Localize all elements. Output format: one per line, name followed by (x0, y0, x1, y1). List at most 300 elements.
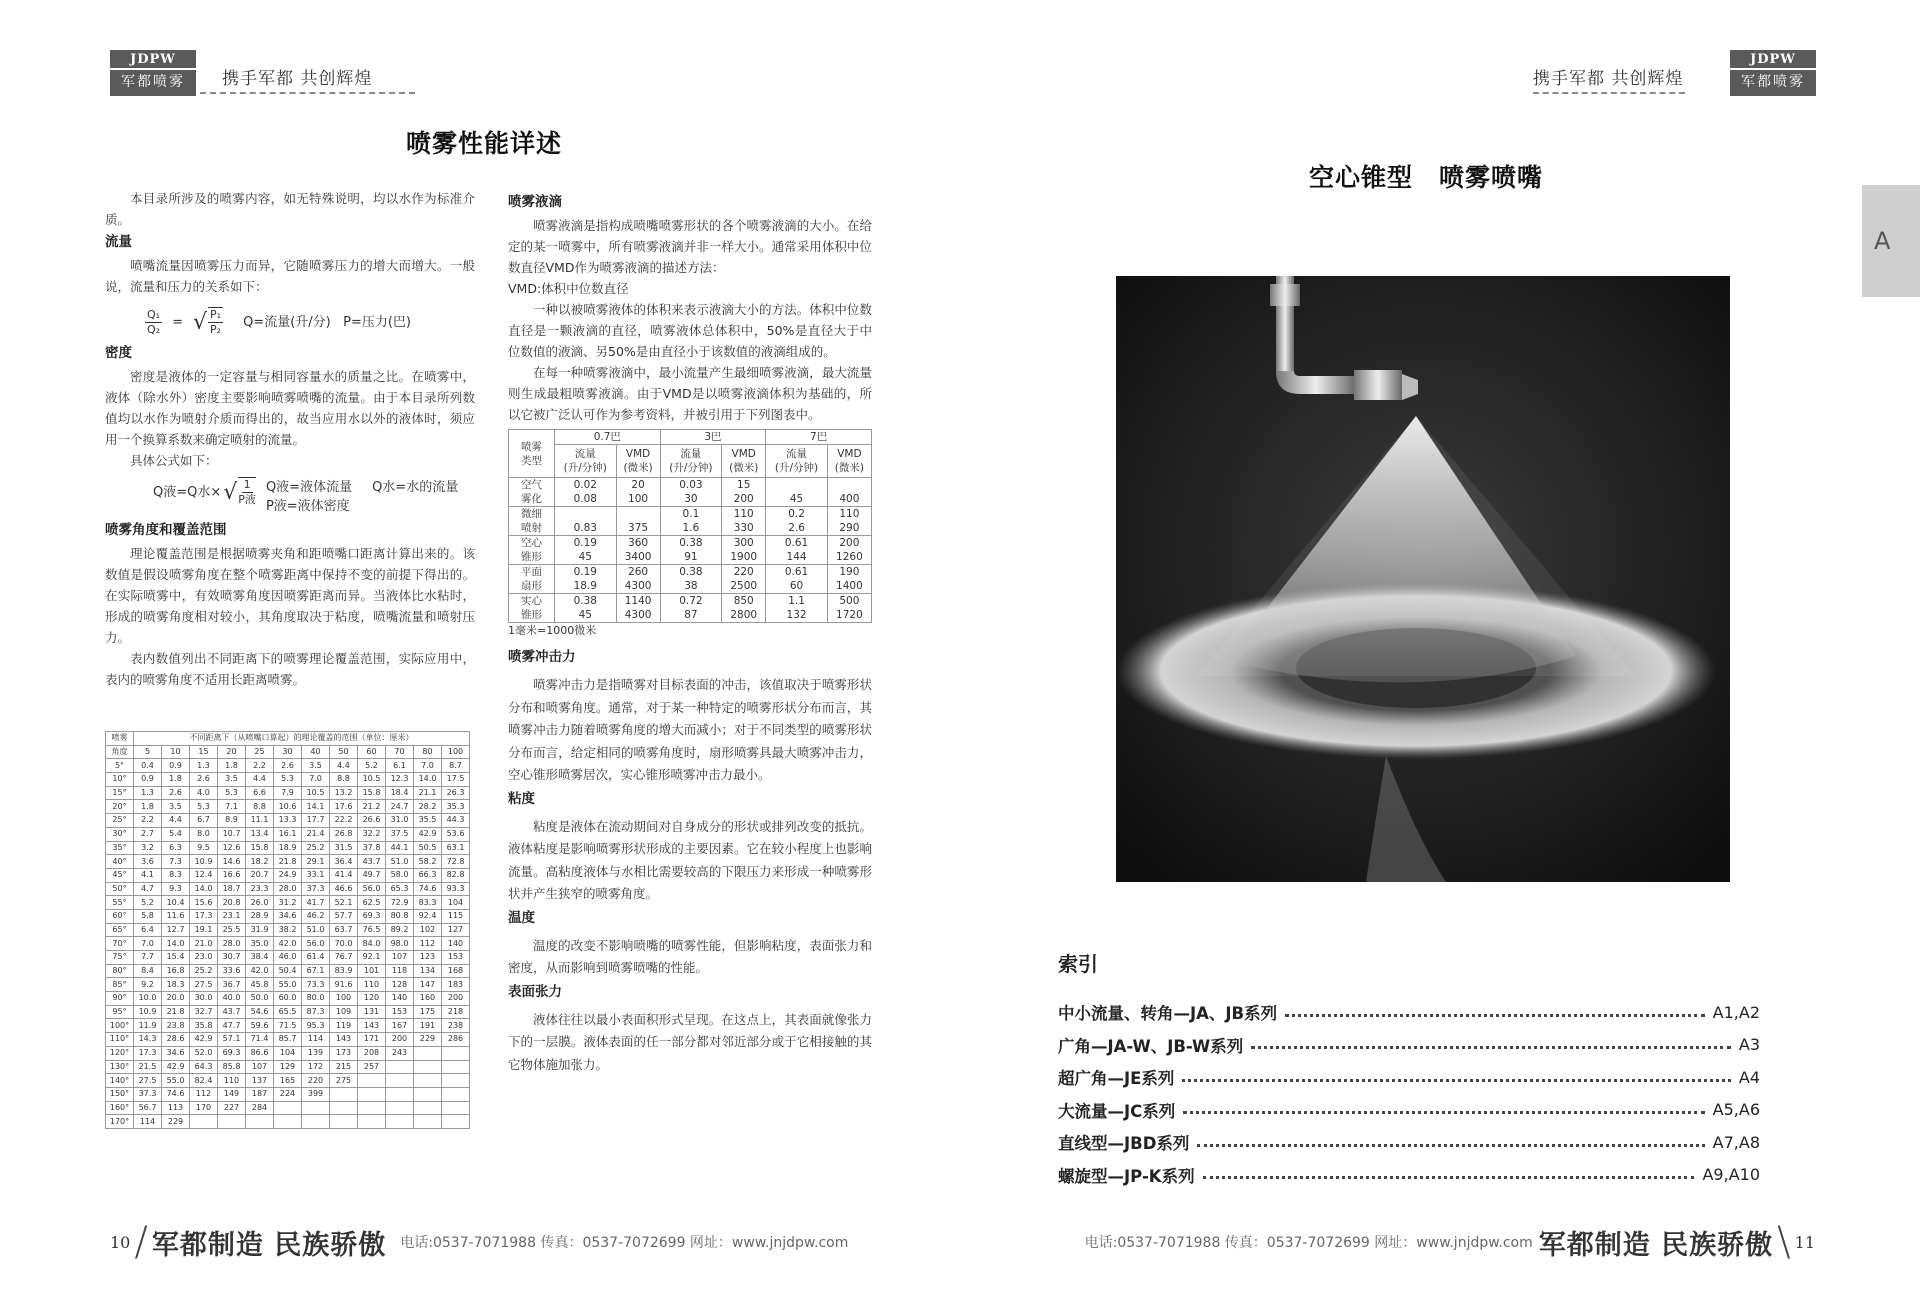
table-cell: 85.7 (274, 1033, 302, 1047)
right-page (960, 0, 1920, 1311)
table-cell: 5° (106, 759, 134, 773)
table-cell: 15.4 (162, 951, 190, 965)
coverage-caption: 不同距离下（从喷嘴口算起）的理论覆盖的范围（单位：厘米） (134, 732, 470, 746)
table-cell: 18.9 (555, 579, 617, 594)
left-footer: 10 / 军都制造 民族骄傲 电话:0537-7071988 传真：0537-7072699 网址：www.jnjdpw.com (110, 1219, 849, 1265)
table-cell: 18.2 (246, 855, 274, 869)
table-cell: 49.7 (358, 868, 386, 882)
table-cell: 13.3 (274, 814, 302, 828)
temperature-paragraph: 温度的改变不影响喷嘴的喷雾性能，但影响粘度，表面张力和密度，从而影响到喷雾喷嘴的性能。 (508, 937, 872, 975)
table-cell: 25° (106, 814, 134, 828)
table-cell: 72.8 (442, 855, 470, 869)
distance-header: 10 (162, 745, 190, 759)
table-cell: 10.9 (134, 1005, 162, 1019)
table-cell: 2.6 (274, 759, 302, 773)
table-row (509, 492, 872, 507)
table-cell: 28.9 (246, 909, 274, 923)
table-cell: 110 (827, 507, 871, 522)
table-cell: 86.6 (246, 1046, 274, 1060)
table-cell: 134 (414, 964, 442, 978)
table-row (106, 868, 470, 882)
table-cell: 110 (218, 1074, 246, 1088)
table-cell: 2.2 (134, 814, 162, 828)
table-cell: 5.3 (274, 773, 302, 787)
table-cell (386, 1115, 414, 1129)
table-cell: 30° (106, 827, 134, 841)
table-cell: 30.0 (190, 992, 218, 1006)
table-row (509, 579, 872, 594)
distance-header: 100 (442, 745, 470, 759)
table-cell: 33.1 (302, 868, 330, 882)
leader-dots (1197, 1144, 1704, 1147)
table-cell: 229 (414, 1033, 442, 1047)
table-cell: 80.8 (386, 909, 414, 923)
table-cell: 14.0 (190, 882, 218, 896)
table-cell: 0.72 (660, 594, 722, 609)
table-cell: 7.1 (218, 800, 246, 814)
table-cell: 42.0 (246, 964, 274, 978)
table-cell: 140 (386, 992, 414, 1006)
table-cell: 191 (414, 1019, 442, 1033)
leader-dots (1251, 1046, 1731, 1049)
droplet-paragraph-2: 一种以被喷雾液体的体积来表示液滴大小的方法。体积中位数直径是一颗液滴的直径，喷雾液体总体积中，50%是直径大于中位数值的液滴、另50%是由直径小于该数值的液滴组成的。 (508, 302, 872, 359)
table-cell: 25.5 (218, 923, 246, 937)
table-cell: 132 (766, 608, 828, 623)
table-cell: 2.6 (162, 786, 190, 800)
page-title: 喷雾性能详述 (406, 129, 563, 158)
table-cell: 284 (246, 1101, 274, 1115)
table-cell: 30 (660, 492, 722, 507)
table-cell (246, 1115, 274, 1129)
table-cell: 52.0 (190, 1046, 218, 1060)
table-cell: 100° (106, 1019, 134, 1033)
table-row (106, 1087, 470, 1101)
table-cell: 112 (414, 937, 442, 951)
index-label: 广角—JA-W、JB-W系列 (1058, 1036, 1244, 1056)
table-cell: 92.1 (358, 951, 386, 965)
table-cell: 75° (106, 951, 134, 965)
table-cell: 21.2 (358, 800, 386, 814)
table-cell: 0.38 (555, 594, 617, 609)
index-title: 索引 (1058, 952, 1098, 976)
leader-dots (1183, 1111, 1704, 1114)
table-cell: 15.6 (190, 896, 218, 910)
table-cell (414, 1087, 442, 1101)
table-cell: 8.3 (162, 868, 190, 882)
table-cell: 66.3 (414, 868, 442, 882)
table-cell: 76.7 (330, 951, 358, 965)
table-cell: 2500 (722, 579, 766, 594)
table-cell: 215 (330, 1060, 358, 1074)
table-cell: 0.03 (660, 478, 722, 493)
table-cell: 375 (616, 521, 660, 536)
index-entry[interactable] (1058, 1130, 1760, 1154)
table-cell: 257 (358, 1060, 386, 1074)
table-cell: 35.5 (414, 814, 442, 828)
footer-contact: 电话:0537-7071988 传真：0537-7072699 网址：www.jnjdpw.com (1084, 1235, 1533, 1251)
table-cell (414, 1101, 442, 1115)
table-row (106, 909, 470, 923)
table-cell: 26.6 (358, 814, 386, 828)
table-cell: 82.4 (190, 1074, 218, 1088)
table-cell: 42.9 (190, 1033, 218, 1047)
table-cell: 3.5 (162, 800, 190, 814)
table-cell (414, 1115, 442, 1129)
table-cell: 153 (442, 951, 470, 965)
table-cell: 6.3 (162, 841, 190, 855)
table-cell: 35.0 (246, 937, 274, 951)
table-cell: 87 (660, 608, 722, 623)
table-cell: 70.0 (330, 937, 358, 951)
table-cell: 2.6 (190, 773, 218, 787)
table-cell: 37.8 (358, 841, 386, 855)
table-cell: 1.6 (660, 521, 722, 536)
table-cell: 8.8 (330, 773, 358, 787)
table-cell: 38.4 (246, 951, 274, 965)
density-formula: Q液=Q水× √ $\frac{1}{\text{P液}}$ Q液=液体流量 Q水=水的流量 P液=液体密度 (153, 478, 459, 514)
table-cell: 11.9 (134, 1019, 162, 1033)
table-cell: 17.5 (442, 773, 470, 787)
table-cell: 43.7 (358, 855, 386, 869)
table-cell: 71.4 (246, 1033, 274, 1047)
table-cell: 21.1 (414, 786, 442, 800)
table-cell: 44.1 (386, 841, 414, 855)
table-cell: 16.6 (218, 868, 246, 882)
table-cell: 0.61 (766, 536, 828, 551)
table-cell: 95.3 (302, 1019, 330, 1033)
table-cell: 115 (442, 909, 470, 923)
table-cell: 149 (218, 1087, 246, 1101)
table-cell: 290 (827, 521, 871, 536)
table-cell (358, 1101, 386, 1115)
table-cell: 55.0 (274, 978, 302, 992)
table-cell: 38.2 (274, 923, 302, 937)
table-cell: 85.8 (218, 1060, 246, 1074)
index-entry[interactable] (1058, 1098, 1760, 1122)
table-cell: 10.9 (190, 855, 218, 869)
table-cell: 36.4 (330, 855, 358, 869)
spray-type-cell: 扇形 (509, 579, 555, 594)
table-cell: 183 (442, 978, 470, 992)
distance-header: 20 (218, 745, 246, 759)
table-cell: 45 (555, 608, 617, 623)
logo-bottom: 军都喷雾 (1741, 74, 1805, 90)
index-entry[interactable] (1058, 1000, 1760, 1024)
table-cell: 286 (442, 1033, 470, 1047)
table-cell: 0.02 (555, 478, 617, 493)
table-cell: 26.0 (246, 896, 274, 910)
table-cell: 59.6 (246, 1019, 274, 1033)
table-cell: 114 (302, 1033, 330, 1047)
temperature-heading: 温度 (508, 909, 535, 926)
table-cell: 63.7 (330, 923, 358, 937)
table-cell: 50.5 (414, 841, 442, 855)
table-cell: 4.7 (134, 882, 162, 896)
table-cell: 65.5 (274, 1005, 302, 1019)
table-row (106, 814, 470, 828)
table-cell: 110° (106, 1033, 134, 1047)
table-cell: 15 (722, 478, 766, 493)
table-cell: 7.0 (414, 759, 442, 773)
table-cell: 45 (555, 550, 617, 565)
table-cell: 0.19 (555, 536, 617, 551)
spray-type-cell: 空心 (509, 536, 555, 551)
table-cell: 14.3 (134, 1033, 162, 1047)
table-row (106, 1033, 470, 1047)
density-heading: 密度 (105, 345, 132, 361)
table-cell: 35.3 (442, 800, 470, 814)
table-cell: 34.6 (162, 1046, 190, 1060)
table-cell: 98.0 (386, 937, 414, 951)
table-cell: 1.8 (134, 800, 162, 814)
coverage-table: 喷雾 不同距离下（从喷嘴口算起）的理论覆盖的范围（单位：厘米） 角度 5 10 15 20 25 30 40 50 60 70 80 100 5° 0.4 0.9 1.3 1.8 2.2 2.6 3.5 4.4 5.2 6.1 7.0 8.7 10° 0.9 1.8 2.6 3.5 4.4 5.3 7.0 8.8 10.5 12.3 14.0 17.5 15° 1.3 2.6 4.0 5.3 6.6 7.9 10.5 13.2 15.8 18.4 21.1 26.3 20° 1.8 3.5 5.3 7.1 8.8 10.6 14.1 17.6 21.2 24.7 28.2 35.3 25° 2.2 4.4 6.7 8.9 11.1 13.3 17.7 22.2 26.6 31.0 35.5 44.3 30° 2.7 5.4 8.0 10.7 13.4 16.1 21.4 26.8 32.2 37.5 42.9 53.6 35° 3.2 6.3 9.5 12.6 15.8 18.9 25.2 31.5 37.8 44.1 50.5 63.1 40° 3.6 7.3 10.9 14.6 18.2 21.8 29.1 36.4 43.7 51.0 58.2 72.8 45° 4.1 8.3 12.4 16.6 20.7 24.9 33.1 41.4 49.7 58.0 66.3 82.8 50° 4.7 9.3 14.0 18.7 23.3 28.0 37.3 46.6 56.0 65.3 74.6 93.3 55° 5.2 10.4 15.6 20.8 26.0 31.2 41.7 52.1 62.5 72.9 83.3 104 60° 5.8 11.6 17.3 23.1 28.9 34.6 46.2 57.7 69.3 80.8 92.4 115 65° 6.4 12.7 19.1 25.5 31.9 38.2 51.0 63.7 76.5 89.2 102 127 70° 7.0 14.0 21.0 28.0 35.0 42.0 56.0 70.0 84.0 98.0 112 140 75° 7.7 15.4 23.0 30.7 38.4 46.0 61.4 76.7 92.1 107 123 153 80° 8.4 16.8 25.2 33.6 42.0 50.4 67.1 83.9 101 118 134 168 85° 9.2 18.3 27.5 36.7 45.8 55.0 73.3 91.6 110 128 147 183 90° 10.0 20.0 30.0 40.0 50.0 60.0 80.0 100 120 140 160 200 95° 10.9 21.8 32.7 43.7 54.6 65.5 87.3 109 131 153 175 218 100° 11.9 23.8 35.8 47.7 59.6 71.5 95.3 119 143 167 191 238 110° 14.3 28.6 42.9 57.1 71.4 85.7 114 143 171 200 229 286 120° 17.3 34.6 52.0 69.3 86.6 104 139 173 208 243 130° 21.5 42.9 64.3 85.8 107 129 172 215 257 140° 27.5 55.0 82.4 110 137 165 220 275 150° 37.3 74.6 112 149 187 224 399 160° 56.7 113 170 227 284 170° 114 229 (105, 731, 470, 1129)
table-cell: 0.19 (555, 565, 617, 580)
table-cell: 10.5 (358, 773, 386, 787)
table-cell: 10.4 (162, 896, 190, 910)
angle-paragraph-1: 理论覆盖范围是根据喷雾夹角和距喷嘴口距离计算出来的。该数值是假设喷雾角度在整个喷雾距离中保持不变的前提下得出的。在实际喷雾中，有效喷雾角度因喷雾距离而异。当液体比水粘时，形成的喷雾角度相对较小，其角度取决于粘度，喷嘴流量和喷射压力。 (105, 546, 475, 645)
table-cell: 26.3 (442, 786, 470, 800)
table-cell: 19.1 (190, 923, 218, 937)
table-cell: 143 (358, 1019, 386, 1033)
intro-paragraph: 本目录所涉及的喷雾内容，如无特殊说明，均以水作为标准介质。 (105, 191, 475, 227)
table-cell: 64.3 (190, 1060, 218, 1074)
viscosity-heading: 粘度 (508, 790, 535, 807)
table-cell: 37.5 (386, 827, 414, 841)
table-cell: 45 (766, 492, 828, 507)
table-cell: 85° (106, 978, 134, 992)
table-cell (330, 1115, 358, 1129)
footer-contact: 电话:0537-7071988 传真：0537-7072699 网址：www.jnjdpw.com (400, 1235, 849, 1251)
table-cell: 20.7 (246, 868, 274, 882)
table-cell: 43.7 (218, 1005, 246, 1019)
table-cell: 173 (330, 1046, 358, 1060)
table-cell: 61.4 (302, 951, 330, 965)
table-cell: 60 (766, 579, 828, 594)
table-cell (386, 1060, 414, 1074)
table-cell: 200 (827, 536, 871, 551)
footer-brand: 军都制造 民族骄傲 (1538, 1229, 1774, 1261)
table-cell: 46.6 (330, 882, 358, 896)
table-cell: 18.7 (218, 882, 246, 896)
table-cell: 200 (442, 992, 470, 1006)
viscosity-paragraph: 粘度是液体在流动期间对自身成分的形状或排列改变的抵抗。液体粘度是影响喷雾形状形成的主要因素。它在较小程度上也影响流量。高粘度液体与水相比需要较高的下限压力来形成一种喷雾形状并产生狭窄的喷雾角度。 (508, 818, 872, 901)
table-cell: 31.0 (386, 814, 414, 828)
index-pages: A9,A10 (1702, 1165, 1760, 1184)
table-cell: 46.0 (274, 951, 302, 965)
table-cell: 220 (722, 565, 766, 580)
table-cell: 5.3 (190, 800, 218, 814)
table-cell: 20° (106, 800, 134, 814)
tension-paragraph: 液体往往以最小表面积形式呈现。在这点上，其表面就像张力下的一层膜。液体表面的任一部分都对邻近部分或于它相接触的其它物体施加张力。 (508, 1011, 872, 1072)
table-cell: 3.5 (302, 759, 330, 773)
table-cell: 35° (106, 841, 134, 855)
table-cell: 101 (358, 964, 386, 978)
text-column-1 (105, 188, 475, 690)
spray-type-cell: 喷射 (509, 521, 555, 536)
table-cell: 50.0 (246, 992, 274, 1006)
table-cell: 224 (274, 1087, 302, 1101)
table-cell: 128 (386, 978, 414, 992)
table-cell: 218 (442, 1005, 470, 1019)
table-row (106, 992, 470, 1006)
index-label: 直线型—JBD系列 (1058, 1134, 1190, 1153)
table-cell: 56.0 (358, 882, 386, 896)
table-cell: 167 (386, 1019, 414, 1033)
table-cell: 38 (660, 579, 722, 594)
index-label: 大流量—JC系列 (1058, 1101, 1176, 1121)
header-slogan: 携手军都 共创辉煌 (1533, 69, 1684, 89)
index-entry[interactable] (1058, 1033, 1760, 1057)
table-cell: 58.0 (386, 868, 414, 882)
index-label: 超广角—JE系列 (1058, 1069, 1175, 1088)
table-row (509, 507, 872, 522)
table-cell: 92.4 (414, 909, 442, 923)
table-cell: 69.3 (358, 909, 386, 923)
table-cell: 47.7 (218, 1019, 246, 1033)
table-row (106, 827, 470, 841)
table-cell: 300 (722, 536, 766, 551)
table-cell: 23.3 (246, 882, 274, 896)
table-cell: 139 (302, 1046, 330, 1060)
header-slogan: 携手军都 共创辉煌 (222, 69, 373, 89)
table-cell: 62.5 (358, 896, 386, 910)
table-cell: 14.6 (218, 855, 246, 869)
table-row (106, 1019, 470, 1033)
table-row (509, 478, 872, 493)
table-cell: 27.5 (134, 1074, 162, 1088)
table-cell: 23.1 (218, 909, 246, 923)
table-cell: 187 (246, 1087, 274, 1101)
index-entry[interactable] (1058, 1065, 1760, 1089)
table-cell: 16.8 (162, 964, 190, 978)
table-cell: 83.3 (414, 896, 442, 910)
table-cell: 54.6 (246, 1005, 274, 1019)
table-cell: 57.1 (218, 1033, 246, 1047)
logo-top: JDPW (110, 50, 196, 70)
table-cell: 238 (442, 1019, 470, 1033)
table-cell: 5.2 (358, 759, 386, 773)
impact-paragraph: 喷雾冲击力是指喷雾对目标表面的冲击，该值取决于喷雾形状分布和喷雾角度。通常，对于某一种特定的喷雾形状分布而言，其喷雾冲击力随着喷雾角度的增大而减小；对于不同类型的喷雾形状分布而言，给定相同的喷雾角度时，扇形喷雾具最大喷雾冲击力，空心锥形喷雾居次，实心锥形喷雾冲击力最小。 (508, 677, 872, 782)
table-cell: 71.5 (274, 1019, 302, 1033)
table-cell: 45.8 (246, 978, 274, 992)
table-cell: 41.7 (302, 896, 330, 910)
table-cell: 95° (106, 1005, 134, 1019)
droplet-paragraph-3: 在每一种喷雾液滴中，最小流量产生最细喷雾液滴，最大流量则生成最粗喷雾液滴。由于VMD是以喷雾液滴体积为基础的，所以它被广泛认可作为参考资料，并被引用于下列图表中。 (508, 365, 872, 422)
table-row (106, 882, 470, 896)
table-cell: 1.3 (134, 786, 162, 800)
table-cell: 45° (106, 868, 134, 882)
table-cell: 4.4 (162, 814, 190, 828)
spray-type-cell: 锥形 (509, 608, 555, 623)
table-row (106, 1005, 470, 1019)
table-cell: 260 (616, 565, 660, 580)
table-cell: 200 (722, 492, 766, 507)
table-cell: 91.6 (330, 978, 358, 992)
table-cell: 130° (106, 1060, 134, 1074)
table-cell (358, 1115, 386, 1129)
footer-brand: 军都制造 民族骄傲 (151, 1229, 387, 1261)
table-cell: 10.6 (274, 800, 302, 814)
table-cell: 32.7 (190, 1005, 218, 1019)
right-footer: 电话:0537-7071988 传真：0537-7072699 网址：www.jnjdpw.com 军都制造 民族骄傲 \ 11 (1084, 1219, 1815, 1265)
table-cell: 140 (442, 937, 470, 951)
table-cell: 63.1 (442, 841, 470, 855)
index-pages: A4 (1738, 1067, 1760, 1087)
table-cell: 190 (827, 565, 871, 580)
table-cell: 21.5 (134, 1060, 162, 1074)
table-cell: 35.8 (190, 1019, 218, 1033)
table-cell: 16.1 (274, 827, 302, 841)
table-row (106, 1060, 470, 1074)
table-cell: 4.1 (134, 868, 162, 882)
table-cell: 13.4 (246, 827, 274, 841)
index-entry[interactable] (1058, 1163, 1760, 1187)
table-cell: 20.0 (162, 992, 190, 1006)
table-cell: 20 (616, 478, 660, 493)
table-cell: 44.3 (442, 814, 470, 828)
table-cell: 171 (358, 1033, 386, 1047)
droplet-heading: 喷雾液滴 (508, 194, 562, 210)
page-number: 11 (1794, 1232, 1815, 1252)
table-row (106, 786, 470, 800)
table-cell: 399 (302, 1087, 330, 1101)
distance-header: 50 (330, 745, 358, 759)
table-cell: 18.4 (386, 786, 414, 800)
table-cell: 129 (274, 1060, 302, 1074)
table-cell: 3.5 (218, 773, 246, 787)
table-cell: 1.8 (162, 773, 190, 787)
flow-formula: $\frac{\text{Q₁}}{\text{Q₂}}$ = √ $\frac{\text{P₁}}{\text{P₂}}$ Q=流量(升/分) P=压力(巴) (147, 307, 411, 336)
table-cell: 0.9 (162, 759, 190, 773)
table-cell: 82.8 (442, 868, 470, 882)
table-cell: 10° (106, 773, 134, 787)
table-cell: 1900 (722, 550, 766, 565)
table-cell: 55.0 (162, 1074, 190, 1088)
table-cell: 21.8 (274, 855, 302, 869)
table-cell (302, 1115, 330, 1129)
table-row (106, 855, 470, 869)
table-cell: 29.1 (302, 855, 330, 869)
table-cell: 5.8 (134, 909, 162, 923)
table-cell (414, 1060, 442, 1074)
table-cell (442, 1060, 470, 1074)
table-cell: 5.2 (134, 896, 162, 910)
table-cell: 109 (330, 1005, 358, 1019)
table-cell: 137 (246, 1074, 274, 1088)
distance-header: 60 (358, 745, 386, 759)
table-cell: 50° (106, 882, 134, 896)
table-cell (358, 1087, 386, 1101)
table-cell: 8.9 (218, 814, 246, 828)
table-cell: 229 (162, 1115, 190, 1129)
droplet-table: 喷雾 类型 0.7巴 3巴 7巴 流量 (升/分钟) VMD (微米) 流量 (升/分钟) VMD (微米) 流量 (升/分钟) VMD (微米) 空气 0.02 20 0.03 15 雾化 0.08 100 30 200 45 400 微细 0.1 110 0.2 110 喷射 0.83 375 1.6 330 2.6 290 空心 0.19 360 0.38 300 0.61 200 锥形 45 3400 91 1900 144 1260 平面 0.19 260 0.38 220 0.61 190 扇形 18.9 4300 38 2500 60 1400 实心 0.38 1140 0.72 850 1.1 500 锥形 45 4300 87 2800 132 1720 (508, 429, 872, 623)
table-cell: 72.9 (386, 896, 414, 910)
table-cell: 40.0 (218, 992, 246, 1006)
distance-header: 15 (190, 745, 218, 759)
table-cell: 0.1 (660, 507, 722, 522)
table-cell: 172 (302, 1060, 330, 1074)
table-cell: 153 (386, 1005, 414, 1019)
index-label: 中小流量、转角—JA、JB系列 (1058, 1004, 1278, 1023)
page-number: 10 (110, 1232, 131, 1252)
table-cell: 90° (106, 992, 134, 1006)
table-cell (827, 478, 871, 493)
table-cell: 50.4 (274, 964, 302, 978)
table-row (106, 964, 470, 978)
table-cell: 7.7 (134, 951, 162, 965)
index-pages: A5,A6 (1712, 1100, 1760, 1119)
table-row (106, 800, 470, 814)
